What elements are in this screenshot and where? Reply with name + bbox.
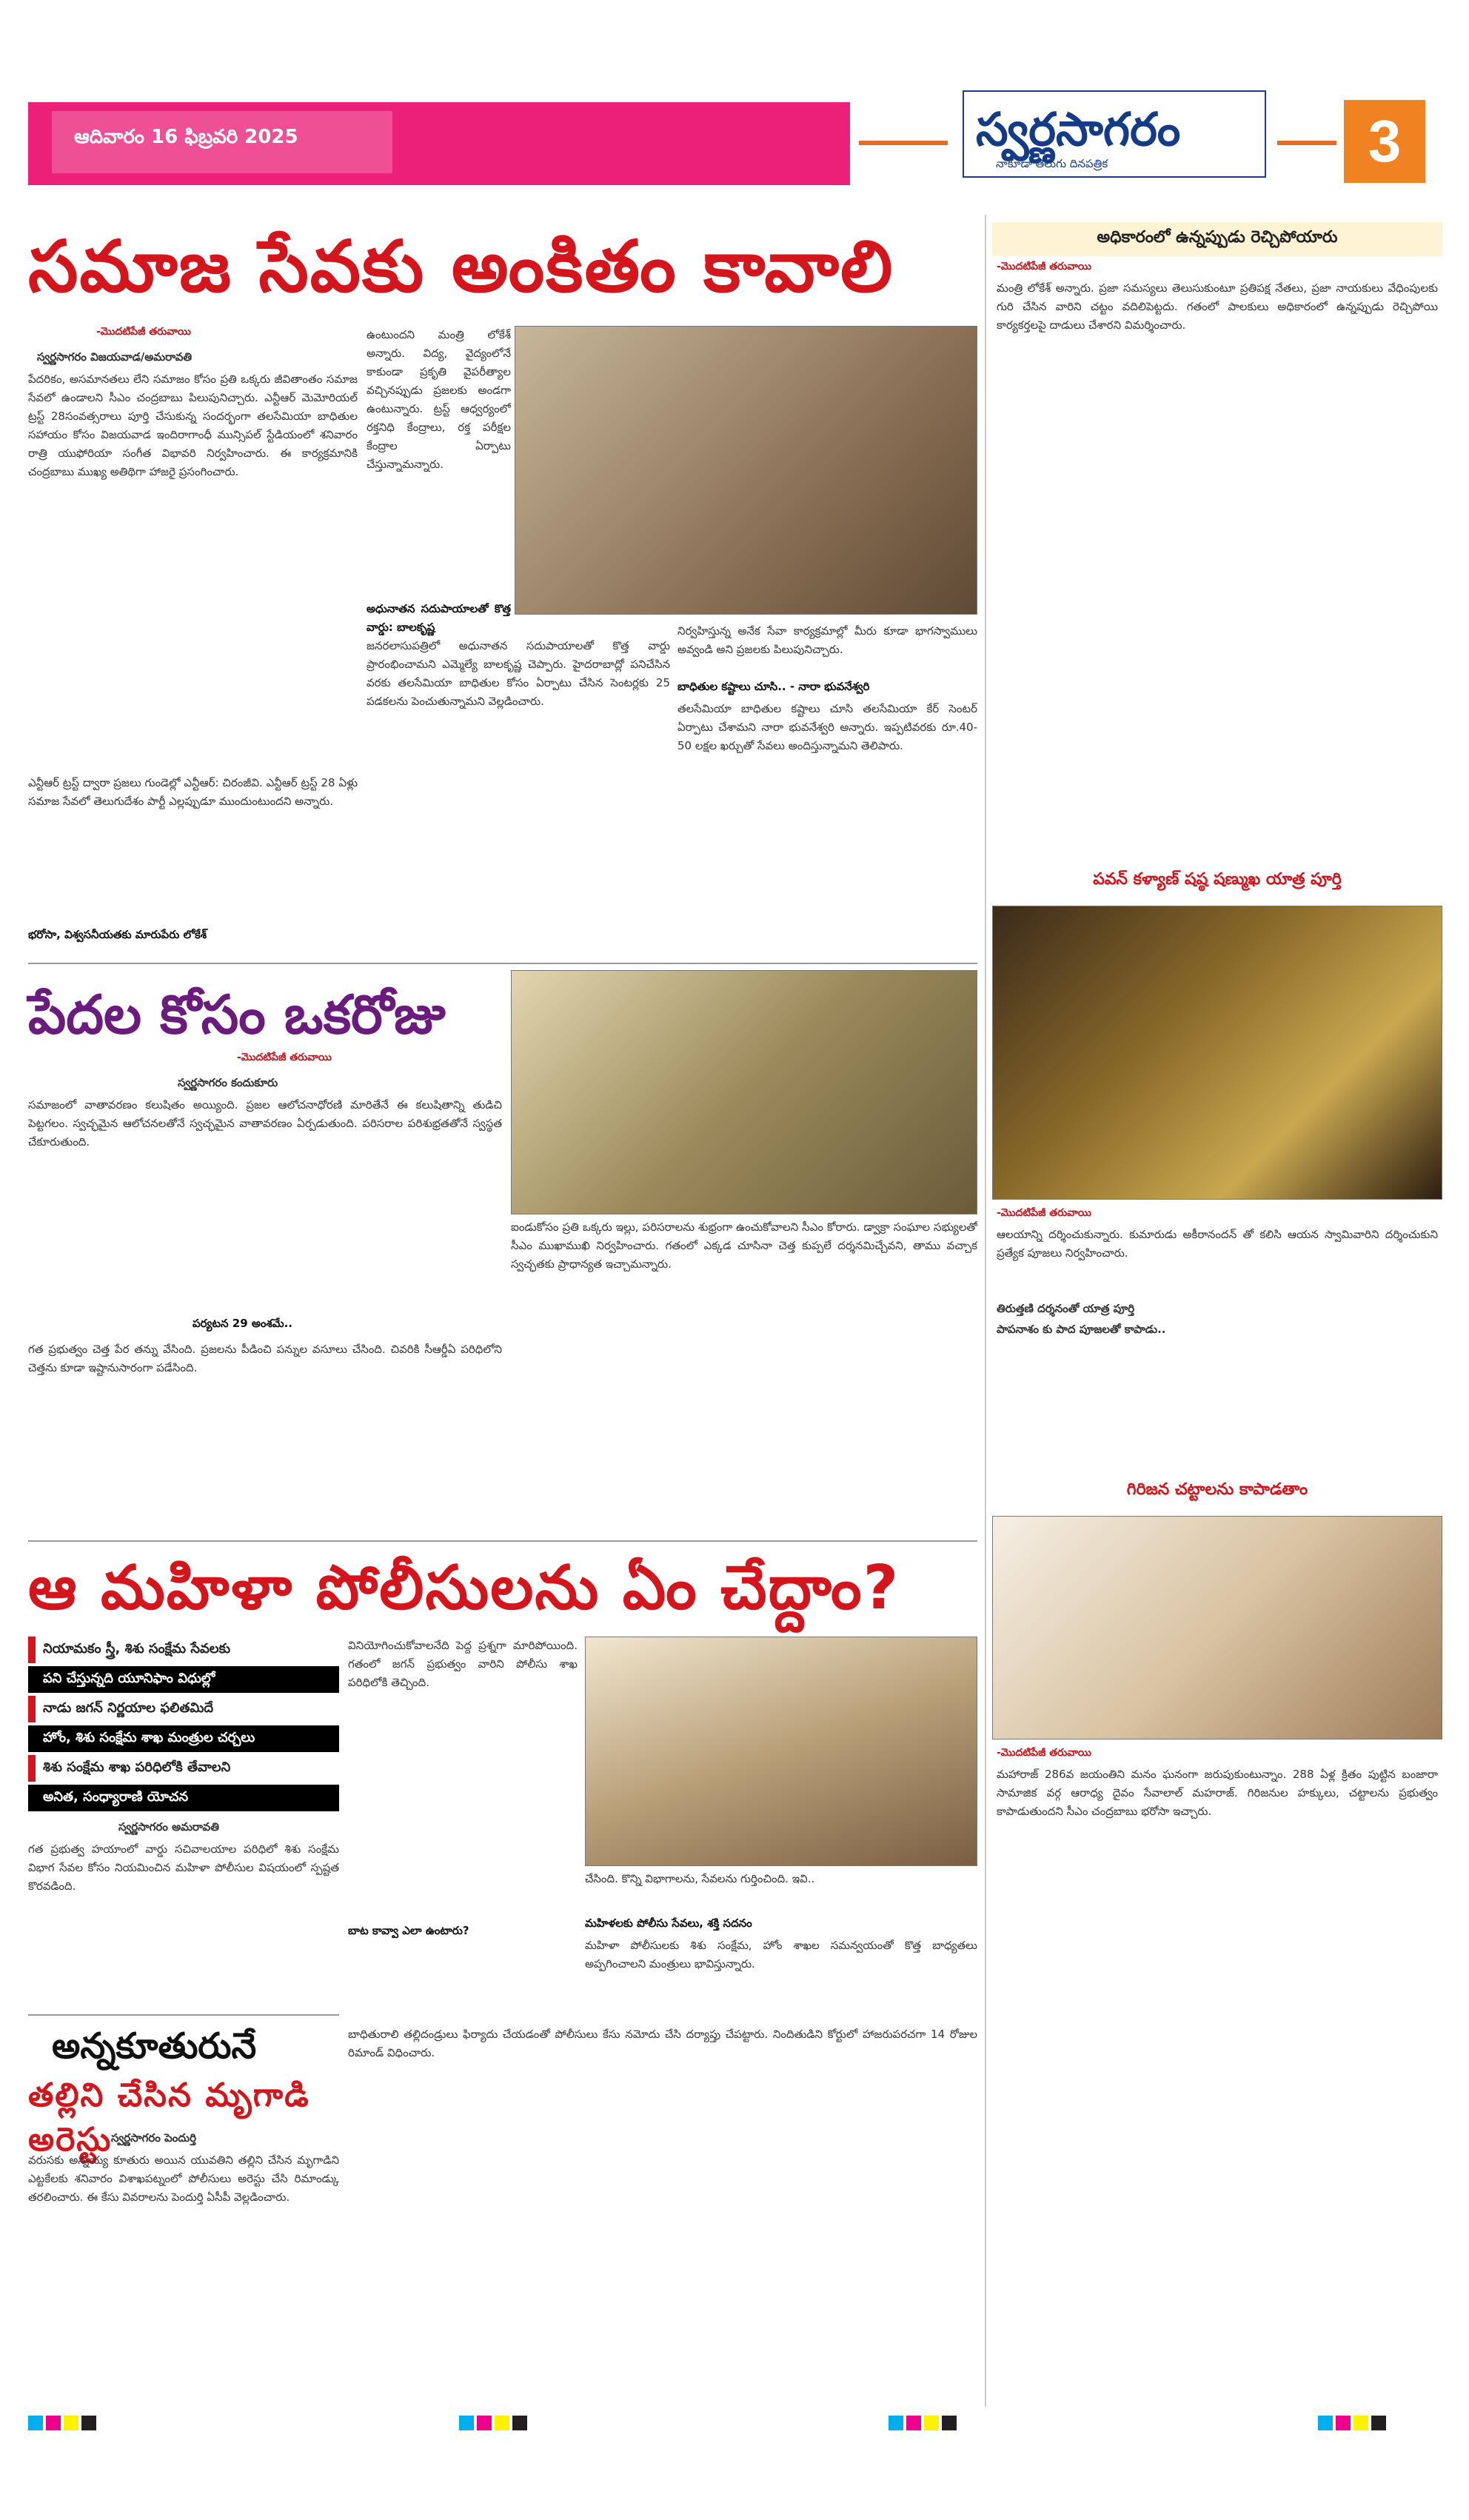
section-divider-2 [28, 1540, 977, 1542]
story4-body-left: వరుసకు అన్నయ్య కూతురు అయిన యువతిని తల్లిని చేసిన మృగాడిని ఎట్టకేలకు శనివారం విశాఖపట్నంలో పోలీసులు అరెస్టు చేసి రిమాండ్కు తరలించారు. ఈ కేసు వివరాలను పెందుర్తి ఏసీపీ వెల్లడించారు. [28, 2153, 339, 2204]
story3-body-left: గత ప్రభుత్వ హయాంలో వార్డు సచివాలయాల పరిధిలో శిశు సంక్షేమ విభాగ సేవల కోసం నియమించిన మహిళా పోలీసుల విషయంలో స్పష్టత కొరవడింది. [28, 1842, 339, 1893]
story2-body-left: సమాజంలో వాతావరణం కలుషితం అయ్యింది. ప్రజల ఆలోచనాధోరణి మారితేనే ఈ కలుషితాన్ని తుడిచి పెట్టగలం. స్వచ్ఛమైన ఆలోచనలతోనే స్వచ్ఛమైన వాతావరణం ఏర్పడుతుంది. పరిసరాల పరిశుభ్రతతోనే స్వస్థత చేకూరుతుంది. [28, 1098, 502, 1149]
story4-body-mid: బాధితురాలి తల్లిదండ్రులు ఫిర్యాదు చేయడంతో పోలీసులు కేసు నమోదు చేసి దర్యాప్తు చేపట్టారు. నిందితుడిని కోర్టులో హాజరుపరచగా 14 రోజుల రిమాండ్ విధించారు. [348, 2028, 977, 2059]
yellow-swatch [64, 2416, 78, 2430]
story4-dateline: స్వర్ణసాగరం పెందుర్తి [111, 2131, 197, 2145]
story3-bullet: హోం, శిశు సంక్షేమ శాఖ మంత్రుల చర్చలు [28, 1725, 339, 1752]
story2-subhead: పర్యటన 29 అంశమే.. [193, 1317, 292, 1330]
sidebar-head-2: పవన్ కళ్యాణ్ షష్ఠ షణ్ముఖ యాత్ర పూర్తి [992, 864, 1442, 898]
story1-body-right: నిర్వహిస్తున్న అనేక సేవా కార్యక్రమాల్లో మీరు కూడా భాగస్వాములు అవ్వండి అని ప్రజలకు పిలుపునిచ్చారు. [677, 624, 977, 656]
black-swatch [942, 2416, 957, 2430]
page-number: 3 [1344, 100, 1425, 183]
sidebar-head-1: అధికారంలో ఉన్నప్పుడు రెచ్చిపోయారు [992, 222, 1442, 256]
logo-text: స్వర్ణసాగరం [976, 102, 1181, 156]
sidebar-body-1: మంత్రి లోకేశ్ అన్నారు. ప్రజా సమస్యలు తెలుసుకుంటూ ప్రతిపక్ష నేతలు, ప్రజా నాయకులు వేధింపులకు గురి చేసిన వారిని చట్టం వదిలిపెట్టదు. గతంలో పాలకులు అధికారంలో ఉన్నప్పుడు రెచ్చిపోయి కార్యకర్తలపై దాడులు చేశారని విమర్శించారు. [997, 281, 1438, 332]
magenta-swatch [477, 2416, 492, 2430]
story1-body-left: పేదరికం, అసమానతలు లేని సమాజం కోసం ప్రతి ఒక్కరు జీవితాంతం సమాజ సేవలో ఉండాలని సీఎం చంద్రబాబు పిలుపునిచ్చారు. ఎన్టీఆర్ మెమోరియల్ ట్రస్ట్ 28సంవత్సరాలు పూర్తి చేసుకున్న సందర్భంగా తలసేమియా బాధితుల సహాయం కోసం విజయవాడ ఇందిరాగాంధీ మున్సిపల్ స్టేడియంలో శనివారం రాత్రి యుఫోరియా సంగీత విభావరి నిర్వహించారు. ఈ కార్యక్రమానికి చంద్రబాబు ముఖ్య అతిథిగా హాజరై ప్రసంగించారు. [28, 372, 358, 478]
magenta-swatch [46, 2416, 61, 2430]
footer-color-strip [889, 2416, 1037, 2430]
sidebar-byline-3: -మొదటిపేజీ తరువాయి [997, 1747, 1091, 1759]
story4-headline: తల్లిని చేసిన మృగాడి అరెస్టు [28, 2076, 310, 2159]
story3-body-right2: మహిళా పోలీసులకు శిశు సంక్షేమ, హోం శాఖల సమన్వయంతో కొత్త బాధ్యతలు అప్పగించాలని మంత్రులు భావిస్తున్నారు. [585, 1939, 977, 1971]
story1-body-mid2: జనరలాసుపత్రిలో అధునాతన సదుపాయాలతో కొత్త వార్డు ప్రారంభించామని ఎమ్మెల్యే బాలకృష్ణ చెప్పారు. హైదరాబాద్లో పనిచేసిన వరకు తలసేమియా బాధితుల కోసం ఏర్పాటు చేసిన సెంటర్లకు 25 పడకలను పెంచుతున్నామని వెల్లడించారు. [367, 639, 670, 708]
story1-subhead-1: అధునాతన సదుపాయాలతో కొత్త వార్డు: బాలకృష్ణ [367, 602, 511, 634]
story2-dateline: స్వర్ణసాగరం కందుకూరు [178, 1076, 278, 1089]
magenta-swatch [906, 2416, 921, 2430]
sidebar-byline-2: -మొదటిపేజీ తరువాయి [997, 1207, 1091, 1219]
story2-photo [511, 970, 977, 1214]
story1-body-right2: తలసేమియా బాధితుల కష్టాలు చూసి తలసేమియా కేర్ సెంటర్ ఏర్పాటు చేశామని నారా భువనేశ్వరి అన్నారు. ఇప్పటివరకు రూ.40-50 లక్షల ఖర్చుతో సేవలు అందిస్తున్నామని తెలిపారు. [677, 702, 977, 752]
story3-photo [585, 1637, 977, 1866]
story4-kicker: అన్నకూతురునే [52, 2025, 257, 2067]
story3-headline: ఆ మహిళా పోలీసులను ఏం చేద్దాం? [28, 1553, 900, 1623]
footer-color-strip [28, 2416, 176, 2430]
sidebar-photo-3 [992, 1516, 1442, 1739]
sidebar-photo-2 [992, 906, 1442, 1200]
section-divider [28, 963, 977, 964]
logo-subtitle: నాకూడా తెలుగు దినపత్రిక [996, 157, 1108, 170]
story1-photo [515, 326, 977, 615]
story3-body-right: చేసింది. కొన్ని విభాగాలను, సేవలను గుర్తించింది. ఇవి.. [585, 1872, 815, 1885]
story3-subhead-2: మహిళలకు పోలీసు సేవలు, శక్తి సదనం [585, 1916, 752, 1930]
black-swatch [1371, 2416, 1386, 2430]
sidebar-sub-2b: పాపనాశం కు పాద పూజలతో కాపాడు.. [997, 1323, 1166, 1336]
story3-dateline: స్వర్ణసాగరం అమరావతి [118, 1820, 219, 1834]
story3-bullet: అనిత, సంధ్యారాణి యోచన [28, 1785, 339, 1811]
story2-body-left2: గత ప్రభుత్వం చెత్త పేర తన్ను వేసింది. ప్రజలను పీడించి పన్నుల వసూలు చేసింది. చివరికి సీఆర్డీఏ పరిధిలోని చెత్తను కూడా ఇష్టానుసారంగా పడేసింది. [28, 1343, 502, 1374]
sidebar-head-3: గిరిజన చట్టాలను కాపాడతాం [992, 1474, 1442, 1508]
sidebar [985, 215, 1448, 2407]
sidebar-body-2: ఆలయాన్ని దర్శించుకున్నారు. కుమారుడు అకీరానందన్ తో కలిసి ఆయన స్వామివారిని దర్శించుకుని ప్రత్యేక పూజలు నిర్వహించారు. [997, 1228, 1438, 1260]
footer-color-strip [459, 2416, 607, 2430]
story1-body-mid: ఉంటుందని మంత్రి లోకేశ్ అన్నారు. విద్య, వైద్యంలోనే కాకుండా ప్రకృతి వైపరీత్యాల వచ్చినప్పుడు ప్రజలకు అండగా ఉంటున్నారు. ట్రస్ట్ ఆధ్వర్యంలో రక్తనిధి కేంద్రాలు, రక్త పరీక్షల కేంద్రాల ఏర్పాటు చేస్తున్నామన్నారు. [367, 328, 511, 471]
story3-bullet: నాడు జగన్ నిర్ణయాల ఫలితమిదే [28, 1696, 339, 1722]
black-swatch [81, 2416, 96, 2430]
cyan-swatch [889, 2416, 903, 2430]
story3-bullet: పని చేస్తున్నది యూనిఫాం విధుల్లో [28, 1666, 339, 1693]
sidebar-sub-2a: తిరుత్తణి దర్శనంతో యాత్ర పూర్తి [997, 1302, 1135, 1315]
story3-body-mid: వినియోగించుకోవాలనేది పెద్ద ప్రశ్నగా మారిపోయింది. గతంలో జగన్ ప్రభుత్వం వారిని పోలీసు శాఖ పరిధిలోకి తెచ్చింది. [348, 1639, 578, 1689]
cyan-swatch [28, 2416, 43, 2430]
story2-byline: -మొదటిపేజీ తరువాయి [237, 1052, 332, 1063]
story1-subhead-3: బాధితుల కష్టాలు చూసి.. - నారా భువనేశ్వరి [677, 680, 870, 693]
yellow-swatch [495, 2416, 509, 2430]
story3-bullet: శిశు సంక్షేమ శాఖ పరిధిలోకి తేవాలని [28, 1755, 339, 1782]
yellow-swatch [1353, 2416, 1368, 2430]
black-swatch [512, 2416, 527, 2430]
issue-date: ఆదివారం 16 ఫిబ్రవరి 2025 [74, 126, 298, 148]
story3-bullet: నియామకం స్త్రీ, శిశు సంక్షేమ సేవలకు [28, 1637, 339, 1663]
story1-headline: సమాజ సేవకు అంకితం కావాలి [28, 225, 894, 308]
section-divider-3 [28, 2014, 339, 2016]
story2-headline: పేదల కోసం ఒకరోజు [28, 983, 446, 1046]
footer-color-strip [1318, 2416, 1451, 2430]
header-rule-right [1277, 141, 1336, 145]
story1-dateline: స్వర్ణసాగరం విజయవాడ/అమరావతి [37, 350, 193, 364]
cyan-swatch [1318, 2416, 1333, 2430]
story1-body-bottom: ఎన్టీఆర్ ట్రస్ట్ ద్వారా ప్రజలు గుండెల్లో ఎన్టీఆర్: చిరంజీవి. ఎన్టీఆర్ ట్రస్ట్ 28 ఏళ్లు సమాజ సేవలో తెలుగుదేశం పార్టీ ఎల్లప్పుడూ ముందుంటుందని అన్నారు. [28, 776, 358, 808]
cyan-swatch [459, 2416, 474, 2430]
sidebar-byline-1: -మొదటిపేజీ తరువాయి [997, 261, 1091, 273]
story3-subhead-1: బాట కావ్వా ఎలా ఉంటారు? [348, 1924, 469, 1937]
story1-byline: -మొదటిపేజీ తరువాయి [96, 326, 191, 338]
story1-subhead-2: భరోసా, విశ్వసనీయతకు మారుపేరు లోకేశ్ [28, 928, 207, 941]
magenta-swatch [1336, 2416, 1351, 2430]
sidebar-body-3: మహారాజ్ 286వ జయంతిని మనం ఘనంగా జరుపుకుంటున్నాం. 288 ఏళ్ల క్రితం పుట్టిన బంజారా సామాజిక వర్గ ఆరాధ్య దైవం సేవాలాల్ మహరాజ్. గిరిజనుల హక్కులు, చట్టాలను ప్రభుత్వం కాపాడుతుందని సీఎం చంద్రబాబు భరోసా ఇచ్చారు. [997, 1768, 1438, 1818]
header-rule-left [859, 141, 948, 145]
yellow-swatch [924, 2416, 939, 2430]
story2-body-right: ఐండుకోసం ప్రతి ఒక్కరు ఇల్లు, పరిసరాలను శుభ్రంగా ఉంచుకోవాలని సీఎం కోరారు. డ్వాక్రా సంఘాల సభ్యులతో సీఎం ముఖాముఖి నిర్వహించారు. గతంలో ఎక్కడ చూసినా చెత్త కుప్పలే దర్శనమిచ్చేవని, తాము వచ్చాక స్వచ్ఛతకు ప్రాధాన్యత ఇచ్చామన్నారు. [511, 1220, 977, 1271]
